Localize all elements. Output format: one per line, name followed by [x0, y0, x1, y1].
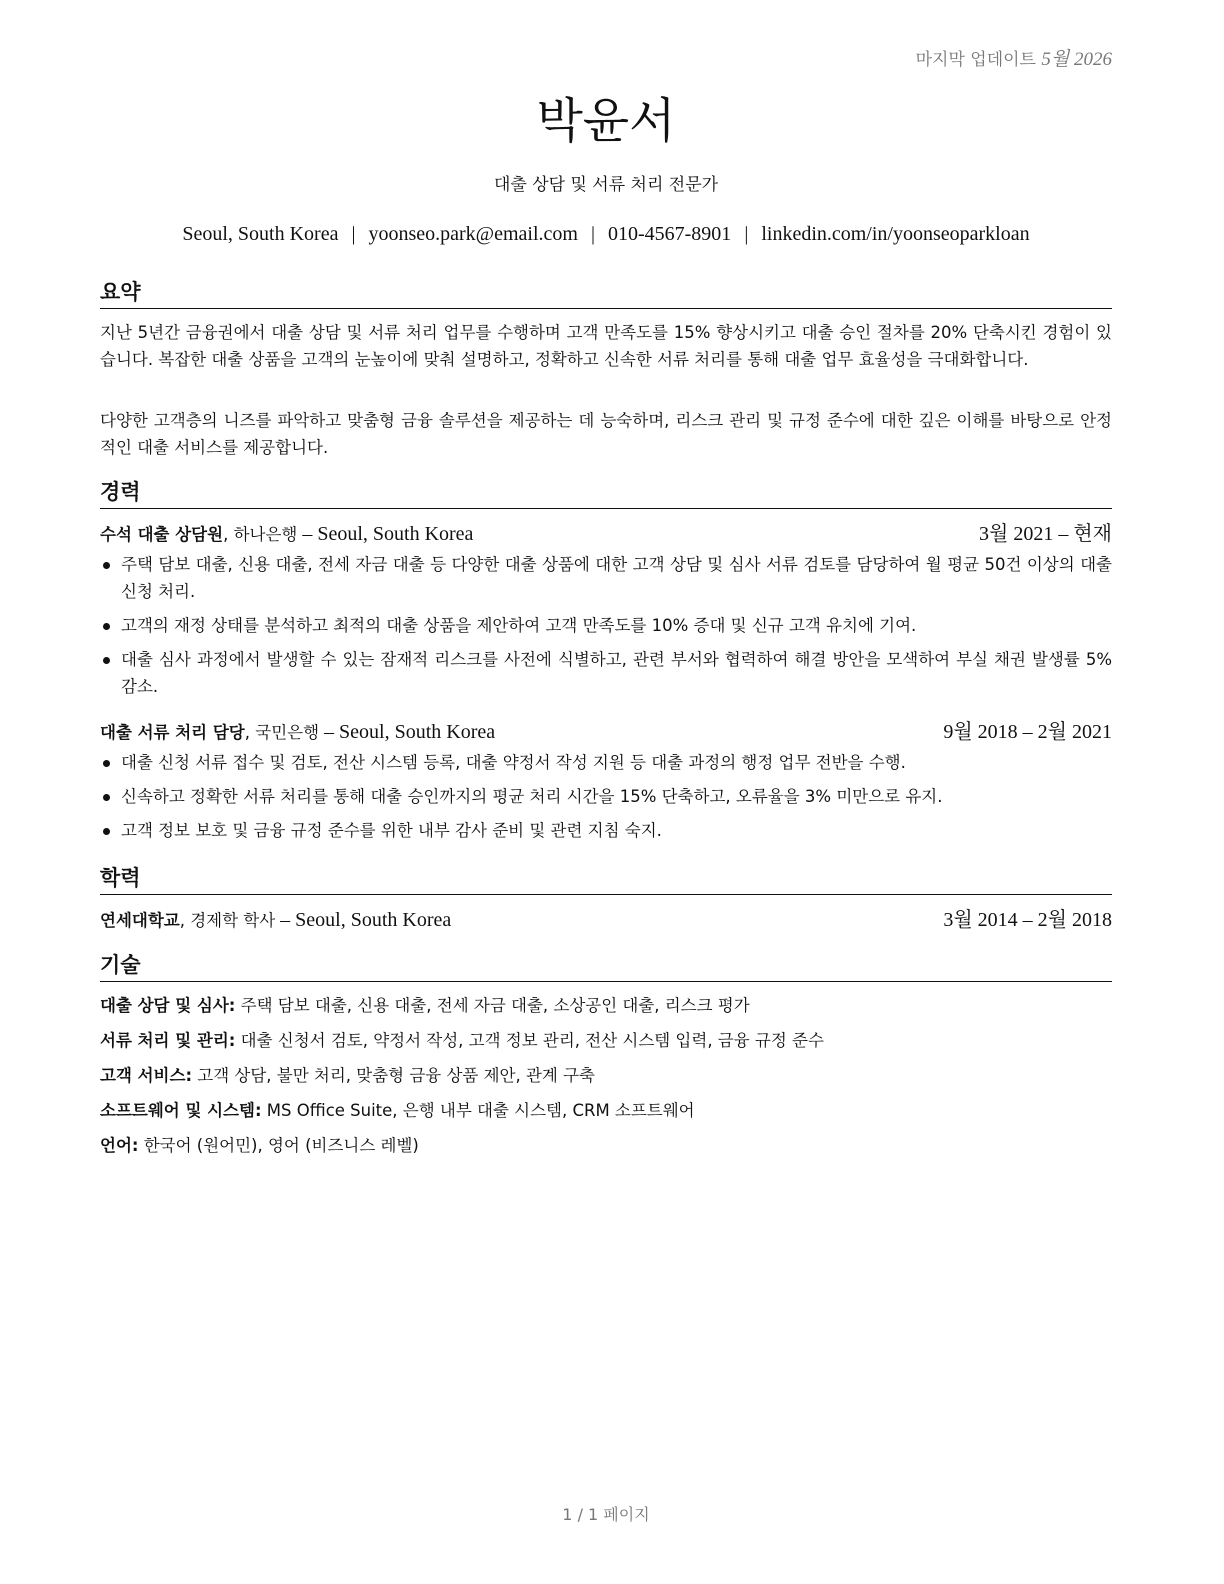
list-item: 주택 담보 대출, 신용 대출, 전세 자금 대출 등 다양한 대출 상품에 대한 고객 상담 및 심사 서류 검토를 담당하여 월 평균 50건 이상의 대출 신청 처리.	[100, 551, 1112, 605]
skill-row	[100, 1063, 1112, 1089]
job-bullets	[100, 551, 1112, 707]
job-location: Seoul, South Korea	[317, 523, 474, 545]
last-updated-date: 5월 2026	[1041, 49, 1112, 70]
education-school: 연세대학교	[100, 911, 180, 930]
list-item: 고객의 재정 상태를 분석하고 최적의 대출 상품을 제안하여 고객 만족도를 10% 증대 및 신규 고객 유치에 기여.	[100, 612, 1112, 639]
page-number: 1 / 1 페이지	[562, 1505, 650, 1524]
job-company: 하나은행	[233, 525, 298, 544]
skill-row	[100, 1098, 1112, 1124]
job-header: 수석 대출 상담원, 하나은행 – Seoul, South Korea 3월 2021 – 현재	[100, 523, 1112, 545]
resume-page	[100, 0, 1112, 1584]
section-title-experience: 경력	[100, 476, 1112, 509]
skill-value: 주택 담보 대출, 신용 대출, 전세 자금 대출, 소상공인 대출, 리스크 평가	[240, 996, 750, 1015]
job-location: Seoul, South Korea	[339, 721, 496, 743]
section-title-education: 학력	[100, 862, 1112, 895]
job-dates: 9월 2018 – 2월 2021	[943, 721, 1112, 743]
section-title-summary: 요약	[100, 276, 1112, 309]
section-title-skills: 기술	[100, 949, 1112, 982]
skill-value: 대출 신청서 검토, 약정서 작성, 고객 정보 관리, 전산 시스템 입력, 금융 규정 준수	[240, 1031, 824, 1050]
contact-location: Seoul, South Korea	[182, 223, 339, 245]
candidate-headline: 대출 상담 및 서류 처리 전문가	[493, 175, 719, 195]
education-location: Seoul, South Korea	[295, 909, 452, 931]
skill-value: MS Office Suite, 은행 내부 대출 시스템, CRM 소프트웨어	[266, 1101, 695, 1120]
skill-label: 소프트웨어 및 시스템:	[100, 1101, 262, 1120]
education-degree: 경제학 학사	[190, 911, 276, 930]
job-company: 국민은행	[255, 723, 320, 742]
job-bullets	[100, 749, 1112, 851]
job-role: 수석 대출 상담원	[100, 525, 224, 544]
summary-paragraph: 지난 5년간 금융권에서 대출 상담 및 서류 처리 업무를 수행하며 고객 만족도를 15% 향상시키고 대출 승인 절차를 20% 단축시킨 경험이 있습니다. 복잡한 대출 상품을 고객의 눈높이에 맞춰 설명하고, 정확하고 신속한 서류 처리를 통해 대출 업무 효율성을 극대화합니다.	[100, 323, 1112, 369]
skill-row	[100, 993, 1112, 1019]
job-dates: 3월 2021 – 현재	[979, 523, 1112, 545]
contact-separator: |	[351, 223, 356, 245]
skill-label: 서류 처리 및 관리:	[100, 1031, 236, 1050]
skill-label: 대출 상담 및 심사:	[100, 996, 236, 1015]
skill-label: 언어:	[100, 1136, 139, 1155]
contact-separator: |	[590, 223, 595, 245]
skill-row	[100, 1133, 1112, 1159]
education-entry: 연세대학교, 경제학 학사 – Seoul, South Korea 3월 2014 – 2월 2018	[100, 909, 1112, 931]
contact-linkedin[interactable]: linkedin.com/in/yoonseoparkloan	[761, 223, 1030, 245]
summary-paragraph: 다양한 고객층의 니즈를 파악하고 맞춤형 금융 솔루션을 제공하는 데 능숙하며, 리스크 관리 및 규정 준수에 대한 깊은 이해를 바탕으로 안정적인 대출 서비스를 제공합니다.	[100, 411, 1112, 457]
contact-phone[interactable]: 010-4567-8901	[607, 223, 732, 245]
list-item: 신속하고 정확한 서류 처리를 통해 대출 승인까지의 평균 처리 시간을 15% 단축하고, 오류율을 3% 미만으로 유지.	[100, 783, 1112, 810]
job-role: 대출 서류 처리 담당	[100, 723, 245, 742]
contact-email[interactable]: yoonseo.park@email.com	[368, 223, 578, 245]
skill-label: 고객 서비스:	[100, 1066, 193, 1085]
last-updated	[916, 44, 1112, 71]
job-header: 대출 서류 처리 담당, 국민은행 – Seoul, South Korea 9월 2018 – 2월 2021	[100, 721, 1112, 743]
list-item: 대출 심사 과정에서 발생할 수 있는 잠재적 리스크를 사전에 식별하고, 관련 부서와 협력하여 해결 방안을 모색하여 부실 채권 발생률 5% 감소.	[100, 646, 1112, 700]
education-dates: 3월 2014 – 2월 2018	[943, 909, 1112, 931]
skill-row	[100, 1028, 1112, 1054]
list-item: 대출 신청 서류 접수 및 검토, 전산 시스템 등록, 대출 약정서 작성 지원 등 대출 과정의 행정 업무 전반을 수행.	[100, 749, 1112, 776]
list-item: 고객 정보 보호 및 금융 규정 준수를 위한 내부 감사 준비 및 관련 지침 숙지.	[100, 817, 1112, 844]
last-updated-label: 마지막 업데이트	[915, 50, 1036, 70]
skill-value: 고객 상담, 불만 처리, 맞춤형 금융 상품 제안, 관계 구축	[197, 1066, 595, 1085]
skill-value: 한국어 (원어민), 영어 (비즈니스 레벨)	[143, 1136, 419, 1155]
contact-line	[100, 223, 1112, 246]
contact-separator: |	[744, 223, 749, 245]
candidate-name: 박윤서	[536, 93, 676, 149]
